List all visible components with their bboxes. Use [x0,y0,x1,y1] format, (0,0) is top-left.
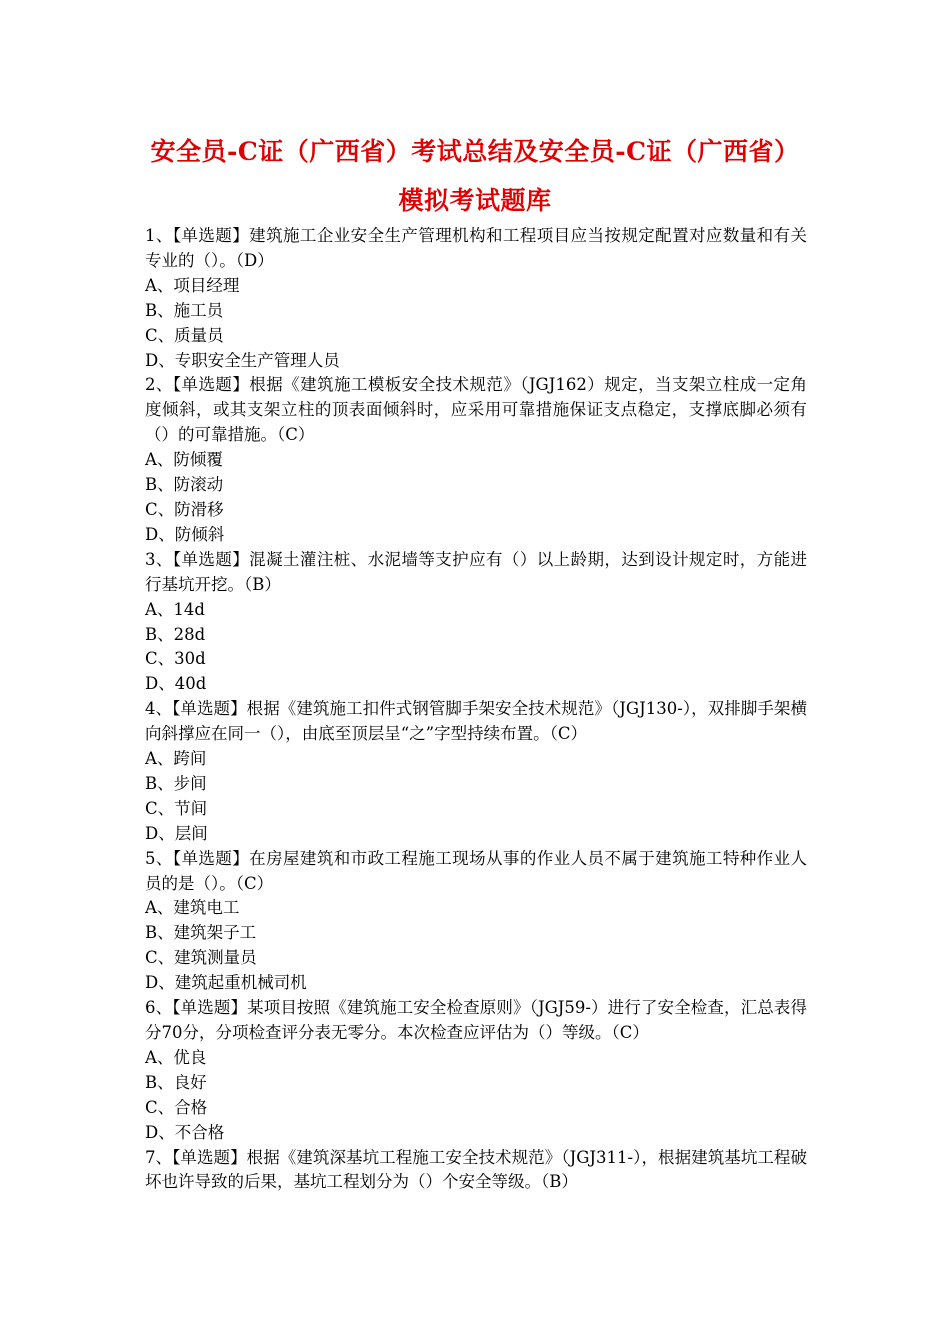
option-b: B、建筑架子工 [145,923,257,943]
option-d: D、专职安全生产管理人员 [145,350,340,370]
document-title-line-2: 模拟考试题库 [398,186,552,215]
option-b: B、良好 [145,1072,207,1092]
document-title-line-1: 安全员-C证（广西省）考试总结及安全员-C证（广西省） [150,137,800,166]
option-d: D、40d [145,674,207,694]
option-c: C、合格 [145,1097,208,1117]
option-b: B、防滚动 [145,475,224,495]
option-b: B、28d [145,624,206,644]
question-list [145,224,807,1195]
option-a: A、优良 [145,1047,207,1067]
option-a: A、防倾覆 [145,450,223,470]
option-c: C、质量员 [145,325,224,345]
option-a: A、建筑电工 [145,898,240,918]
option-d: D、层间 [145,823,208,843]
question-1 [145,224,807,373]
option-c: C、30d [145,649,206,669]
question-6 [145,996,807,1145]
option-a: A、14d [145,599,205,619]
question-5 [145,847,807,996]
option-d: D、建筑起重机械司机 [145,973,307,993]
option-c: C、建筑测量员 [145,948,257,968]
question-3 [145,548,807,697]
question-stem: 3、【单选题】混凝土灌注桩、水泥墙等支护应有（）以上龄期，达到设计规定时，方能进行基坑开挖。（B） [145,549,807,594]
question-2 [145,373,807,547]
option-c: C、节间 [145,798,208,818]
question-stem: 4、【单选题】根据《建筑施工扣件式钢管脚手架安全技术规范》（JGJ130-），双排脚手架横向斜撑应在同一（），由底至顶层呈“之”字型持续布置。（C） [145,699,807,744]
option-a: A、跨间 [145,749,207,769]
question-4 [145,697,807,846]
question-7 [145,1146,807,1196]
question-stem: 6、【单选题】某项目按照《建筑施工安全检查原则》（JGJ59-）进行了安全检查，汇总表得分70分，分项检查评分表无零分。本次检查应评估为（）等级。（C） [145,998,807,1042]
option-b: B、步间 [145,773,207,793]
question-stem: 7、【单选题】根据《建筑深基坑工程施工安全技术规范》（JGJ311-），根据建筑基坑工程破坏也许导致的后果，基坑工程划分为（）个安全等级。（B） [145,1147,807,1192]
option-b: B、施工员 [145,300,224,320]
option-d: D、不合格 [145,1122,225,1142]
option-c: C、防滑移 [145,499,224,519]
question-stem: 2、【单选题】根据《建筑施工模板安全技术规范》（JGJ162）规定，当支架立柱成一定角度倾斜，或其支架立柱的顶表面倾斜时，应采用可靠措施保证支点稳定，支撑底脚必须有（）的可靠措施。（C） [145,375,807,445]
option-a: A、项目经理 [145,275,240,295]
option-d: D、防倾斜 [145,524,225,544]
question-stem: 5、【单选题】在房屋建筑和市政工程施工现场从事的作业人员不属于建筑施工特种作业人员的是（）。（C） [145,848,807,893]
question-stem: 1、【单选题】建筑施工企业安全生产管理机构和工程项目应当按规定配置对应数量和有关专业的（）。（D） [145,226,807,270]
